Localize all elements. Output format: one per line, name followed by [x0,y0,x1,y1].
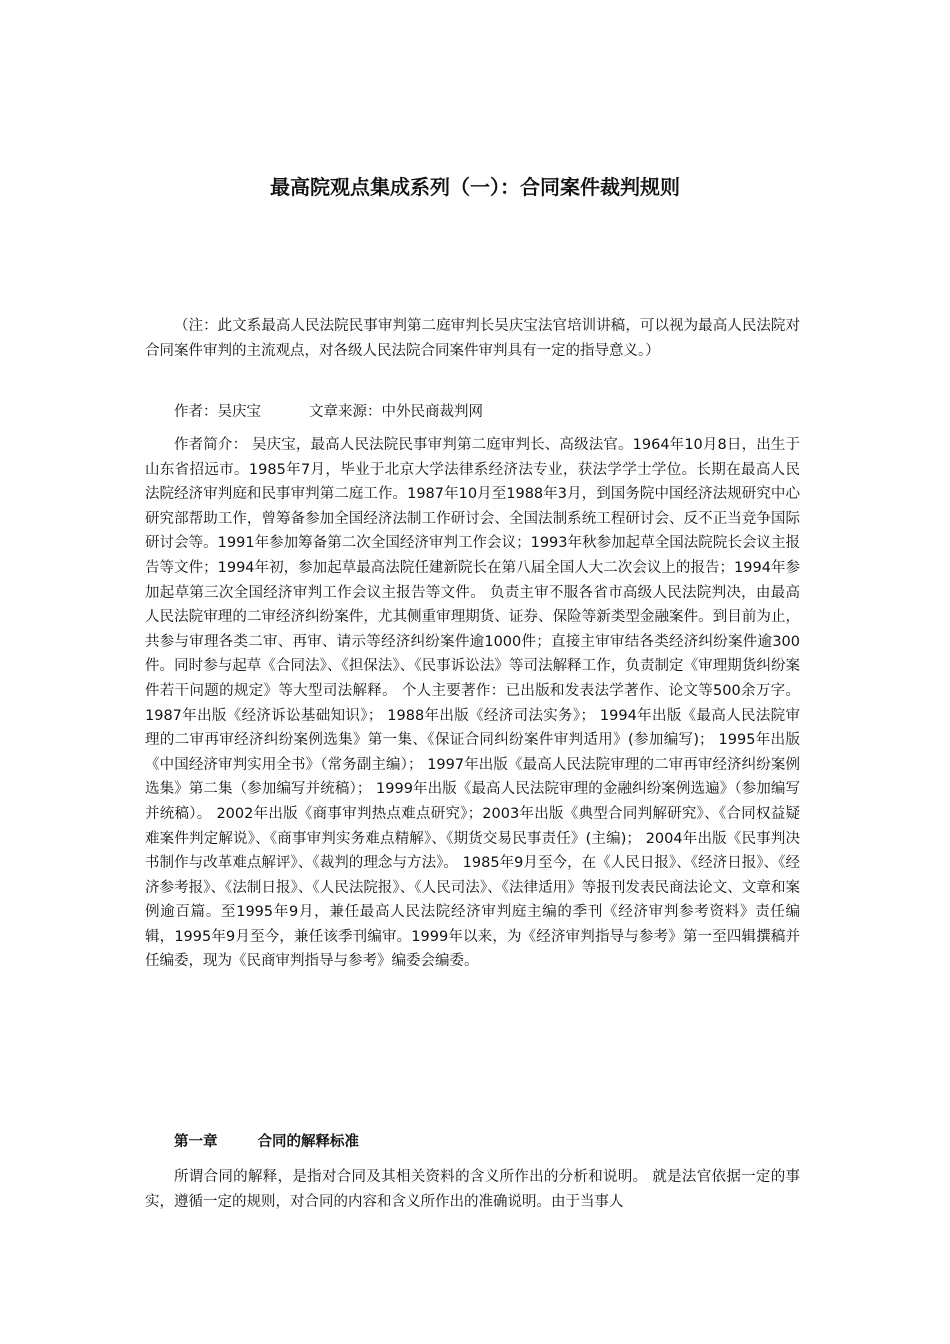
byline [145,400,800,425]
source-line: 文章来源：中外民商裁判网 [309,404,483,420]
chapter-number: 第一章 [174,1134,218,1150]
author-biography: 作者简介： 吴庆宝，最高人民法院民事审判第二庭审判长、高级法官。1964年10月8日，出生于山东省招远市。1985年7月，毕业于北京大学法律系经济法专业，获法学学士学位。长期在最高人民法院经济审判庭和民事审判第二庭工作。1987年10月至1988年3月，到国务院中国经济法规研究中心研究部帮助工作，曾筹备参加全国经济法制工作研讨会、全国法制系统工程研讨会、反不正当竞争国际研讨会等。1991年参加筹备第二次全国经济审判工作会议；1993年秋参加起草全国法院院长会议主报告等文件；1994年初，参加起草最高法院任建新院长在第八届全国人大二次会议上的报告；1994年参加起草第三次全国经济审判工作会议主报告等文件。 负责主审不服各省市高级人民法院判决，由最高人民法院审理的二审经济纠纷案件，尤其侧重审理期货、证券、保险等新类型金融案件。到目前为止，共参与审理各类二审、再审、请示等经济纠纷案件逾1000件；直接主审审结各类经济纠纷案件逾300件。同时参与起草《合同法》、《担保法》、《民事诉讼法》等司法解释工作，负责制定《审理期货纠纷案件若干问题的规定》等大型司法解释。 个人主要著作：已出版和发表法学著作、论文等500余万字。 1987年出版《经济诉讼基础知识》； 1988年出版《经济司法实务》； 1994年出版《最高人民法院审理的二审再审经济纠纷案例选集》第一集、《保证合同纠纷案件审判适用》(参加编写)； 1995年出版《中国经济审判实用全书》（常务副主编）； 1997年出版《最高人民法院审理的二审再审经济纠纷案例选集》第二集（参加编写并统稿）； 1999年出版《最高人民法院审理的金融纠纷案例选遍》（参加编写并统稿）。 2002年出版《商事审判热点难点研究》；2003年出版《典型合同判解研究》、《合同权益疑难案件判定解说》、《商事审判实务难点精解》、《期货交易民事责任》(主编)； 2004年出版《民事判决书制作与改革难点解评》、《裁判的理念与方法》。 1985年9月至今，在《人民日报》、《经济日报》、《经济参考报》、《法制日报》、《人民法院报》、《人民司法》、《法律适用》等报刊发表民商法论文、文章和案例逾百篇。至1995年9月，兼任最高人民法院经济审判庭主编的季刊《经济审判参考资料》责任编辑，1995年9月至今，兼任该季刊编审。1999年以来，为《经济审判指导与参考》第一至四辑撰稿并任编委，现为《民商审判指导与参考》编委会编委。 [145,437,800,970]
chapter-heading [145,1130,800,1155]
chapter-title: 合同的解释标准 [257,1134,359,1150]
chapter-intro-paragraph: 所谓合同的解释，是指对合同及其相关资料的含义所作出的分析和说明。 就是法官依据一定的事实，遵循一定的规则，对合同的内容和含义所作出的准确说明。由于当事人 [145,1169,800,1210]
document-title: 最高院观点集成系列（一）：合同案件裁判规则 [270,175,680,199]
editor-note: （注：此文系最高人民法院民事审判第二庭审判长吴庆宝法官培训讲稿，可以视为最高人民法院对合同案件审判的主流观点，对各级人民法院合同案件审判具有一定的指导意义。） [145,318,800,359]
author-line: 作者：吴庆宝 [174,404,261,420]
